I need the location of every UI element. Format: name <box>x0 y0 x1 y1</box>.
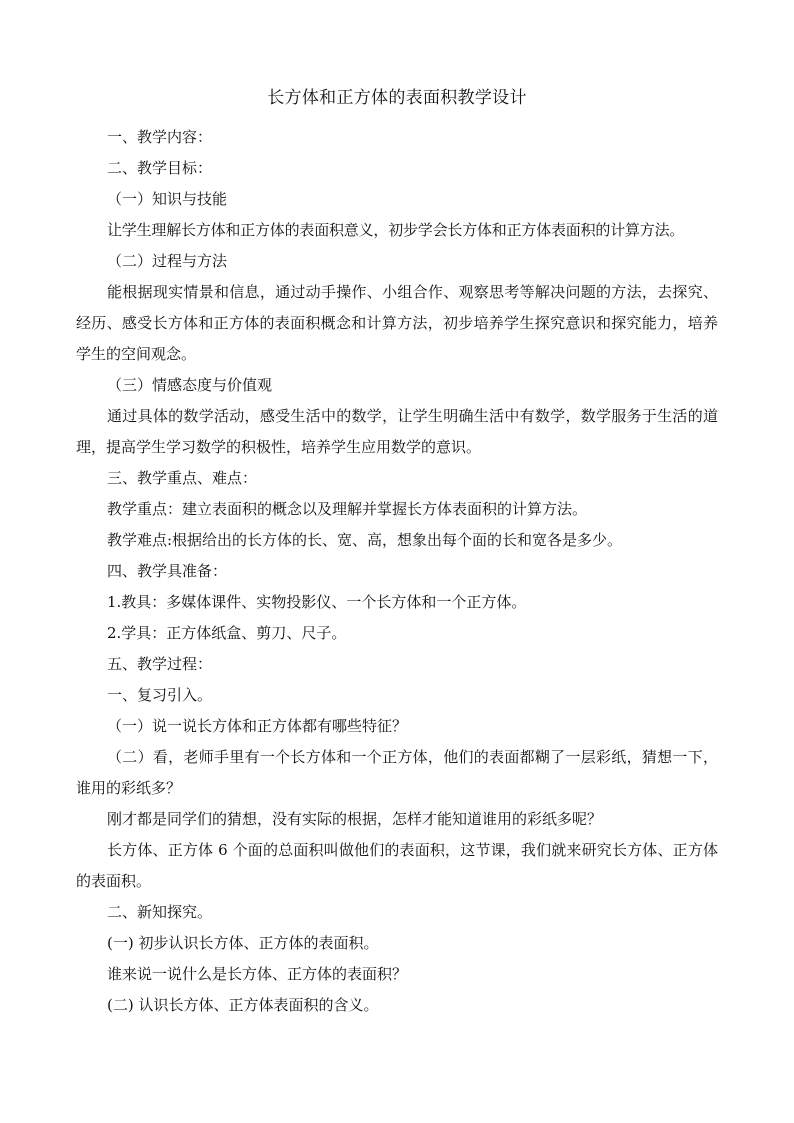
paragraph-teaching-aids: 1.教具：多媒体课件、实物投影仪、一个长方体和一个正方体。 <box>107 593 527 611</box>
subheading-new-knowledge: 二、新知探究。 <box>107 903 213 921</box>
section-heading-content: 一、教学内容： <box>107 128 213 146</box>
paragraph-key-point: 教学重点：建立表面积的概念以及理解并掌握长方体表面积的计算方法。 <box>107 500 588 518</box>
subheading-knowledge-skills: （一）知识与技能 <box>107 190 228 208</box>
document-title: 长方体和正方体的表面积教学设计 <box>267 88 527 108</box>
section-heading-materials: 四、教学具准备： <box>107 562 228 580</box>
subheading-review: 一、复习引入。 <box>107 686 213 704</box>
paragraph-process-method: 能根据现实情景和信息，通过动手操作、小组合作、观察思考等解决问题的方法，去探究、经历、感受长方体和正方体的表面积概念和计算方法，初步培养学生探究意识和探究能力，培养学生的空间观念。 <box>76 283 718 363</box>
paragraph-guess-followup: 刚才都是同学们的猜想，没有实际的根据，怎样才能知道谁用的彩纸多呢？ <box>107 810 603 828</box>
subheading-emotion-values: （三）情感态度与价值观 <box>107 376 273 394</box>
section-heading-objectives: 二、教学目标： <box>107 159 213 177</box>
section-heading-key-points: 三、教学重点、难点： <box>107 469 258 487</box>
paragraph-surface-area-definition: 长方体、正方体 6 个面的总面积叫做他们的表面积，这节课，我们就来研究长方体、正方体的表面积。 <box>76 841 718 890</box>
paragraph-knowledge-skills: 让学生理解长方体和正方体的表面积意义，初步学会长方体和正方体表面积的计算方法。 <box>107 221 685 239</box>
paragraph-guess-question: （二）看，老师手里有一个长方体和一个正方体，他们的表面都糊了一层彩纸，猜想一下，谁用的彩纸多？ <box>76 748 718 797</box>
paragraph-who-can-explain: 谁来说一说什么是长方体、正方体的表面积？ <box>107 965 408 983</box>
subheading-process-method: （二）过程与方法 <box>107 252 228 270</box>
paragraph-difficult-point: 教学难点:根据给出的长方体的长、宽、高，想象出每个面的长和宽各是多少。 <box>107 531 623 549</box>
subheading-initial-recognition: (一) 初步认识长方体、正方体的表面积。 <box>107 934 379 952</box>
paragraph-emotion-values: 通过具体的数学活动，感受生活中的数学，让学生明确生活中有数学，数学服务于生活的道理，提高学生学习数学的积极性，培养学生应用数学的意识。 <box>76 407 718 456</box>
subheading-meaning: (二) 认识长方体、正方体表面积的含义。 <box>107 996 379 1014</box>
section-heading-process: 五、教学过程： <box>107 655 213 673</box>
paragraph-review-question: （一）说一说长方体和正方体都有哪些特征？ <box>107 717 408 735</box>
paragraph-student-aids: 2.学具：正方体纸盒、剪刀、尺子。 <box>107 624 347 642</box>
